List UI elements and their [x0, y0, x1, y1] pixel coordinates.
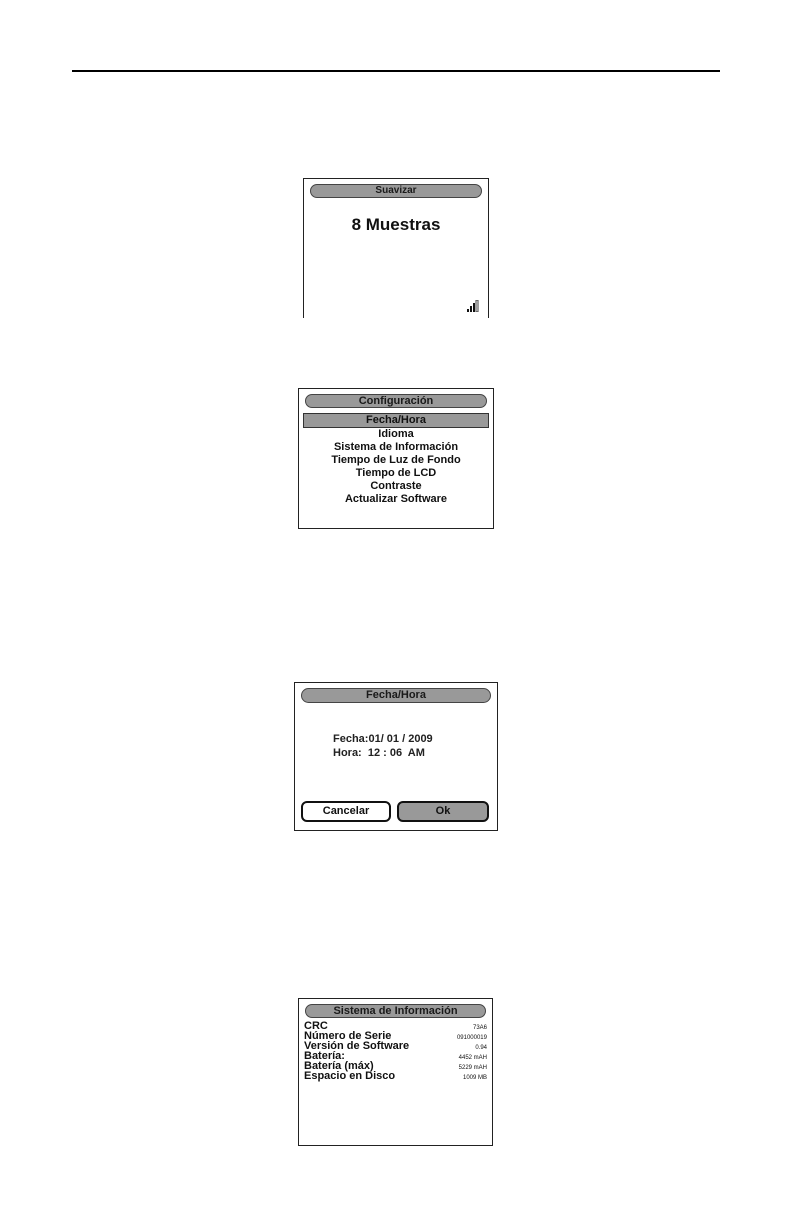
info-label: Batería (máx) — [304, 1060, 374, 1072]
info-value: 091000019 — [456, 1035, 487, 1041]
menu-item-luz-fondo[interactable]: Tiempo de Luz de Fondo — [331, 454, 461, 466]
menu-item-fecha-hora[interactable]: Fecha/Hora — [303, 413, 489, 428]
info-value: 73A6 — [472, 1025, 487, 1031]
datetime-screen — [294, 682, 498, 831]
info-value: 4452 mAH — [458, 1055, 487, 1061]
info-label: Espacio en Disco — [304, 1070, 396, 1082]
info-value: 5229 mAH — [458, 1065, 487, 1071]
info-label: CRC — [304, 1020, 328, 1032]
system-info-list — [304, 1021, 487, 1081]
smoothing-value: 8 Muestras — [351, 215, 441, 234]
config-menu — [303, 413, 489, 506]
menu-item-actualizar-software[interactable]: Actualizar Software — [344, 493, 448, 505]
smoothing-screen — [303, 178, 489, 318]
header-rule — [72, 70, 720, 72]
info-value: 0.94 — [475, 1045, 487, 1051]
info-label: Número de Serie — [304, 1030, 392, 1042]
screen-title: Configuración — [305, 394, 487, 408]
screen-title: Suavizar — [310, 184, 482, 198]
time-field[interactable]: Hora: 12 : 06 AM — [333, 747, 425, 759]
datetime-fields — [333, 732, 433, 760]
configuration-screen — [298, 388, 494, 529]
menu-item-idioma[interactable]: Idioma — [378, 428, 414, 440]
screen-title: Sistema de Información — [305, 1004, 486, 1018]
ok-button[interactable]: Ok — [397, 801, 489, 822]
info-label: Versión de Software — [304, 1040, 410, 1052]
signal-strength-icon — [466, 300, 480, 312]
date-field[interactable]: Fecha:01/ 01 / 2009 — [333, 733, 433, 745]
info-label: Batería: — [304, 1050, 345, 1062]
system-info-screen — [298, 998, 493, 1146]
menu-item-tiempo-lcd[interactable]: Tiempo de LCD — [355, 467, 437, 479]
info-value: 1009 MB — [462, 1075, 487, 1081]
screen-title: Fecha/Hora — [301, 688, 491, 703]
cancel-button[interactable]: Cancelar — [301, 801, 391, 822]
menu-item-sistema-informacion[interactable]: Sistema de Información — [333, 441, 459, 453]
menu-item-contraste[interactable]: Contraste — [370, 480, 422, 492]
